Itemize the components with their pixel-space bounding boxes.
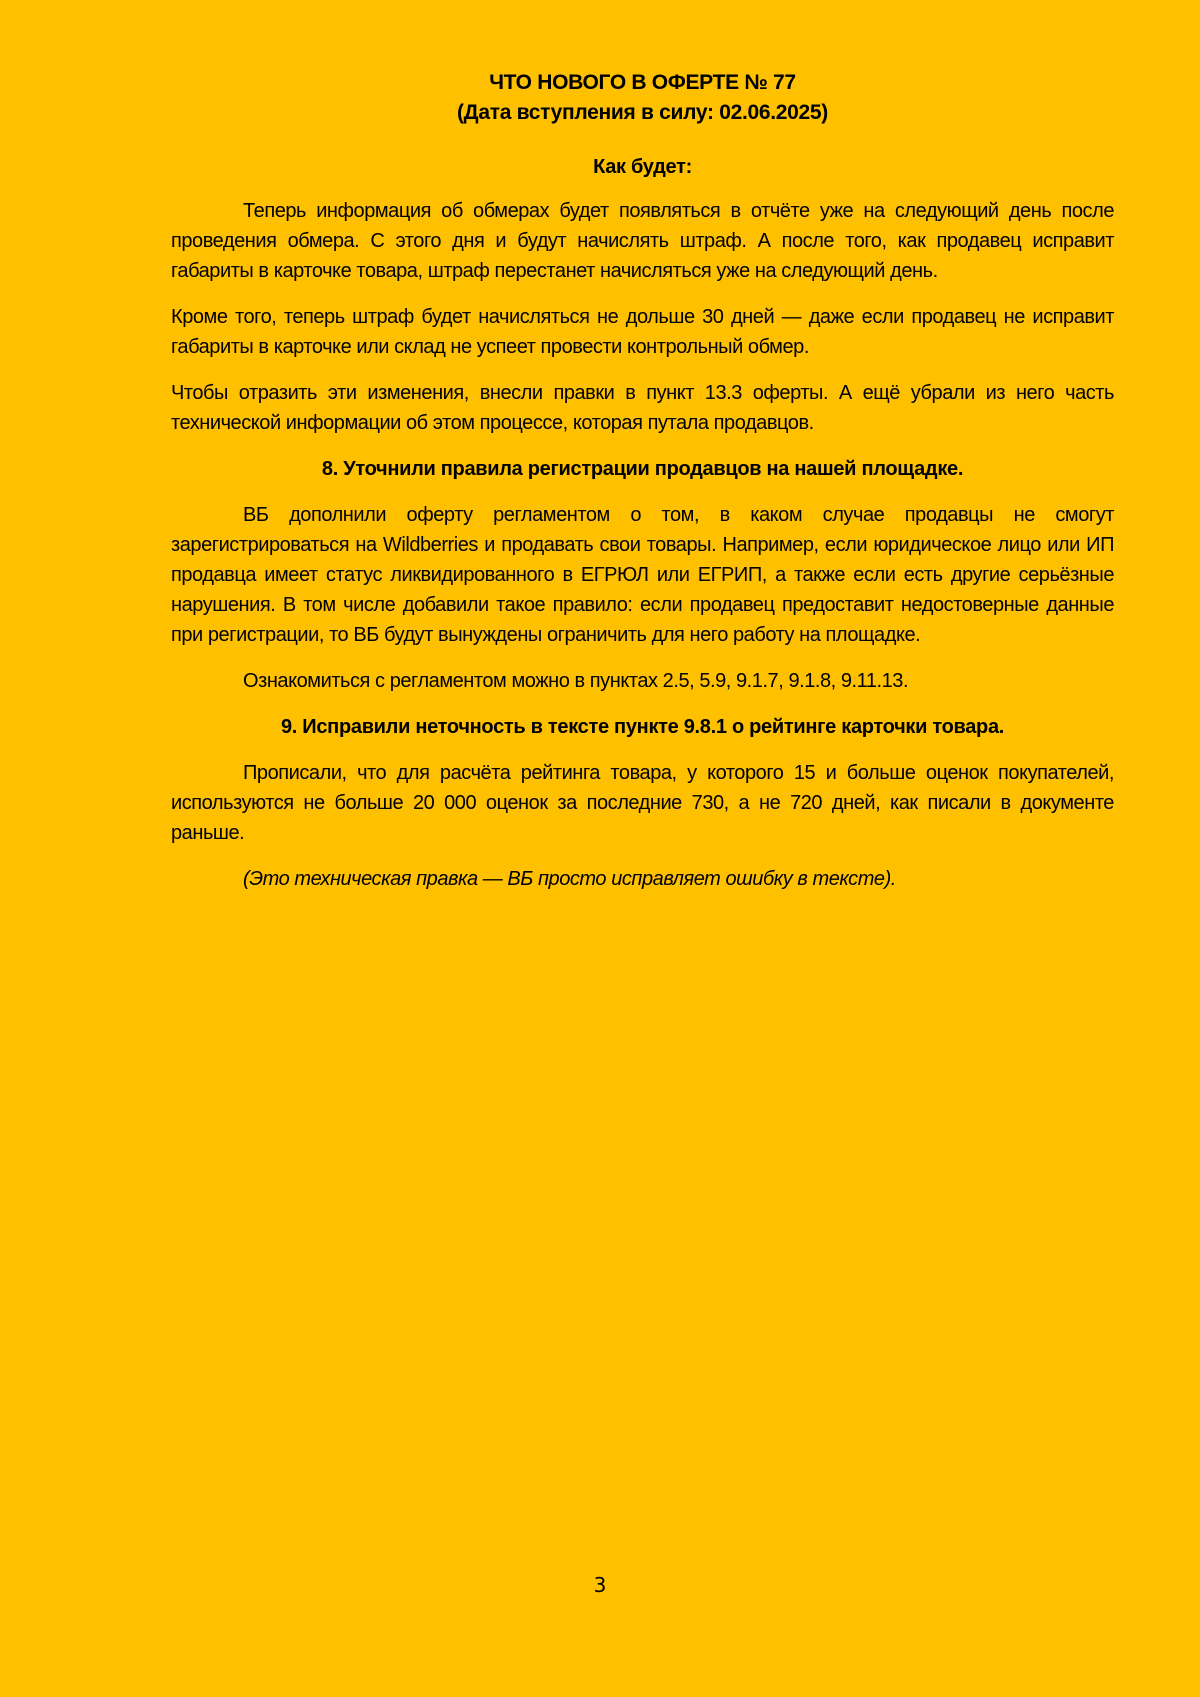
paragraph-measurements: Теперь информация об обмерах будет появляться в отчёте уже на следующий день после проведения обмера. С этого дня и будут начислять штраф. А после того, как продавец исправит габариты в карточке товара, штраф перестанет начисляться уже на следующий день. (171, 200, 1114, 282)
paragraph-registration-rules: ВБ дополнили оферту регламентом о том, в каком случае продавцы не смогут зарегистрироваться на Wildberries и продавать свои товары. Например, если юридическое лицо или ИП продавца имеет статус ликвидированного в ЕГРЮЛ или ЕГРИП, а также если есть другие серьёзные нарушения. В том числе добавили такое правило: если продавец предоставит недостоверные данные при регистрации, то ВБ будут вынуждены ограничить для него работу на площадке. (171, 504, 1114, 646)
paragraph-fine-limit: Кроме того, теперь штраф будет начисляться не дольше 30 дней — даже если продавец не исправит габариты в карточке или склад не успеет провести контрольный обмер. (171, 306, 1114, 358)
document-body (171, 68, 1114, 894)
paragraph-regulation-refs: Ознакомиться с регламентом можно в пунктах 2.5, 5.9, 9.1.7, 9.1.8, 9.11.13. (243, 670, 909, 692)
paragraph-rating-calc: Прописали, что для расчёта рейтинга товара, у которого 15 и больше оценок покупателей, используются не больше 20 000 оценок за последние 730, а не 720 дней, как писали в документе раньше. (171, 762, 1114, 844)
page-number: 3 (593, 1573, 607, 1597)
section-heading-8: 8. Уточнили правила регистрации продавцов на нашей площадке. (321, 458, 964, 480)
document-title: ЧТО НОВОГО В ОФЕРТЕ № 77 (489, 71, 796, 94)
paragraph-clause-13-3: Чтобы отразить эти изменения, внесли правки в пункт 13.3 оферты. А ещё убрали из него часть технической информации об этом процессе, которая путала продавцов. (171, 382, 1114, 434)
effective-date: (Дата вступления в силу: 02.06.2025) (456, 101, 828, 124)
section-heading-how: Как будет: (593, 156, 692, 178)
section-heading-9: 9. Исправили неточность в тексте пункте 9.8.1 о рейтинге карточки товара. (280, 716, 1005, 738)
paragraph-technical-note: (Это техническая правка — ВБ просто исправляет ошибку в тексте). (243, 868, 896, 890)
